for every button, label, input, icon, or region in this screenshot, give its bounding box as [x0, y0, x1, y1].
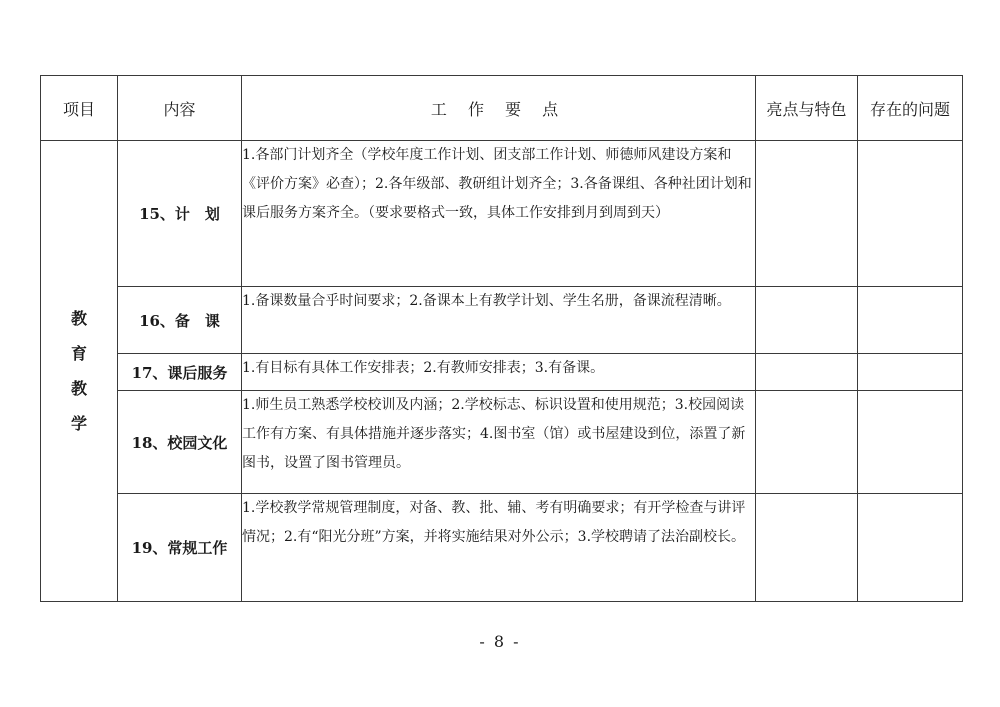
table-row — [41, 391, 963, 494]
header-work-points: 工 作 要 点 — [242, 76, 756, 141]
item-label: 16、备 课 — [118, 287, 242, 354]
problem-cell — [858, 141, 963, 287]
table-row — [41, 287, 963, 354]
highlight-cell — [756, 391, 858, 494]
table-row — [41, 354, 963, 391]
header-row — [41, 76, 963, 141]
highlight-cell — [756, 354, 858, 391]
problem-cell — [858, 391, 963, 494]
item-content: 1.各部门计划齐全（学校年度工作计划、团支部工作计划、师德师风建设方案和《评价方案》必查）；2.各年级部、教研组计划齐全；3.各备课组、各种社团计划和课后服务方案齐全。（要求要格式一致，具体工作安排到月到周到天） — [242, 141, 756, 287]
problem-cell — [858, 494, 963, 602]
header-highlights: 亮点与特色 — [756, 76, 858, 141]
inspection-table — [40, 75, 963, 602]
item-label: 18、校园文化 — [118, 391, 242, 494]
table-row — [41, 141, 963, 287]
table-row — [41, 494, 963, 602]
item-label: 19、常规工作 — [118, 494, 242, 602]
page-number: - 8 - — [479, 632, 521, 651]
highlight-cell — [756, 494, 858, 602]
item-label: 15、计 划 — [118, 141, 242, 287]
item-content: 1.备课数量合乎时间要求；2.备课本上有教学计划、学生名册，备课流程清晰。 — [242, 287, 756, 354]
highlight-cell — [756, 287, 858, 354]
item-content: 1.有目标有具体工作安排表；2.有教师安排表；3.有备课。 — [242, 354, 756, 391]
problem-cell — [858, 354, 963, 391]
header-project: 项目 — [41, 76, 118, 141]
category-label: 教育教学 — [70, 309, 87, 433]
category-cell — [41, 141, 118, 602]
item-label: 17、课后服务 — [118, 354, 242, 391]
highlight-cell — [756, 141, 858, 287]
item-content: 1.学校教学常规管理制度，对备、教、批、辅、考有明确要求；有开学检查与讲评情况；2.有“阳光分班”方案，并将实施结果对外公示；3.学校聘请了法治副校长。 — [242, 494, 756, 602]
item-content: 1.师生员工熟悉学校校训及内涵；2.学校标志、标识设置和使用规范；3.校园阅读工作有方案、有具体措施并逐步落实；4.图书室（馆）或书屋建设到位，添置了新图书，设置了图书管理员。 — [242, 391, 756, 494]
problem-cell — [858, 287, 963, 354]
header-problems: 存在的问题 — [858, 76, 963, 141]
header-content: 内容 — [118, 76, 242, 141]
